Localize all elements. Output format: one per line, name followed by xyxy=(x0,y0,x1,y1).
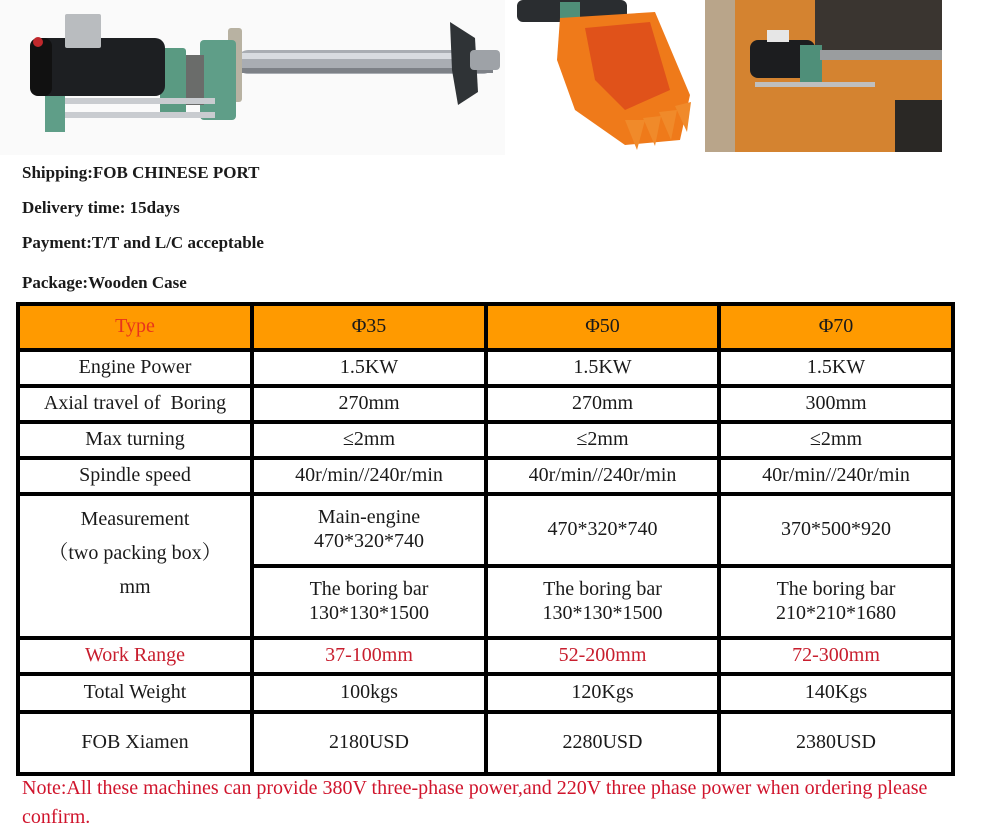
table-row-work-range xyxy=(18,638,953,674)
cell-value: 100kgs xyxy=(252,674,486,712)
price-value: 2180USD xyxy=(252,712,486,774)
bucket-illustration xyxy=(505,0,705,155)
cell-value: 37-100mm xyxy=(252,638,486,674)
cell-value: ≤2mm xyxy=(252,422,486,458)
boring-bar-cell xyxy=(719,566,953,638)
price-value: 2380USD xyxy=(719,712,953,774)
cell-value: 1.5KW xyxy=(486,350,719,386)
model-header-phi35: Φ35 xyxy=(252,304,486,350)
price-value: 2280USD xyxy=(486,712,719,774)
product-photos xyxy=(0,0,988,155)
table-row-axial-travel xyxy=(18,386,953,422)
boring-bar-size: 210*210*1680 xyxy=(776,602,896,624)
boring-bar-title: The boring bar xyxy=(543,578,662,601)
boring-bar-size: 130*130*1500 xyxy=(309,602,429,624)
table-row-fob-xiamen xyxy=(18,712,953,774)
main-engine-size: 470*320*740 xyxy=(314,530,424,552)
row-label: Work Range xyxy=(18,638,252,674)
power-supply-note: Note:All these machines can provide 380V three-phase power,and 220V three phase power when ordering please confirm. xyxy=(22,777,928,828)
boring-bar-cell xyxy=(252,566,486,638)
delivery-time-info: Delivery time: 15days xyxy=(22,198,180,217)
main-engine-cell xyxy=(252,494,486,566)
measurement-label-line: mm xyxy=(119,576,151,598)
package-info: Package:Wooden Case xyxy=(22,273,187,292)
model-header-phi70: Φ70 xyxy=(719,304,953,350)
table-row-max-turning xyxy=(18,422,953,458)
cell-value: 40r/min//240r/min xyxy=(486,458,719,494)
row-label: Engine Power xyxy=(18,350,252,386)
cell-value: 140Kgs xyxy=(719,674,953,712)
table-header-row xyxy=(18,304,953,350)
table-row-engine-power xyxy=(18,350,953,386)
cell-value: 120Kgs xyxy=(486,674,719,712)
row-label: Spindle speed xyxy=(18,458,252,494)
main-engine-size: 470*320*740 xyxy=(547,518,658,541)
cell-value: 1.5KW xyxy=(719,350,953,386)
cell-value: 52-200mm xyxy=(486,638,719,674)
excavator-bucket-photo xyxy=(505,0,705,155)
shipping-info: Shipping:FOB CHINESE PORT xyxy=(22,163,260,182)
cell-value: 300mm xyxy=(719,386,953,422)
boring-bar-cell xyxy=(486,566,719,638)
cell-value: 40r/min//240r/min xyxy=(252,458,486,494)
type-header: Type xyxy=(18,304,252,350)
main-engine-title: Main-engine xyxy=(317,506,421,529)
boring-bar-title: The boring bar xyxy=(776,578,896,601)
portable-boring-machine-photo xyxy=(0,0,505,155)
main-engine-size: 370*500*920 xyxy=(781,518,891,541)
main-engine-cell xyxy=(486,494,719,566)
table-row-measurement-main-engine xyxy=(18,494,953,566)
table-row-spindle-speed xyxy=(18,458,953,494)
row-label: Total Weight xyxy=(18,674,252,712)
row-label: Axial travel of Boring xyxy=(18,386,252,422)
cell-value: ≤2mm xyxy=(486,422,719,458)
table-row-total-weight xyxy=(18,674,953,712)
cell-value: 270mm xyxy=(486,386,719,422)
specification-table xyxy=(16,302,955,776)
cell-value: 40r/min//240r/min xyxy=(719,458,953,494)
measurement-label-line: （two packing box） xyxy=(48,542,222,564)
boring-machine-illustration xyxy=(0,0,505,155)
row-label: FOB Xiamen xyxy=(18,712,252,774)
cell-value: ≤2mm xyxy=(719,422,953,458)
measurement-label-line: Measurement xyxy=(80,508,190,530)
cell-value: 270mm xyxy=(252,386,486,422)
row-label: Max turning xyxy=(18,422,252,458)
model-header-phi50: Φ50 xyxy=(486,304,719,350)
boring-bar-size: 130*130*1500 xyxy=(542,602,663,624)
main-engine-cell xyxy=(719,494,953,566)
onsite-illustration xyxy=(705,0,942,152)
cell-value: 72-300mm xyxy=(719,638,953,674)
onsite-boring-photo xyxy=(705,0,942,152)
payment-info: Payment:T/T and L/C acceptable xyxy=(22,233,264,252)
cell-value: 1.5KW xyxy=(252,350,486,386)
boring-bar-title: The boring bar xyxy=(309,578,429,601)
measurement-label xyxy=(18,494,252,638)
